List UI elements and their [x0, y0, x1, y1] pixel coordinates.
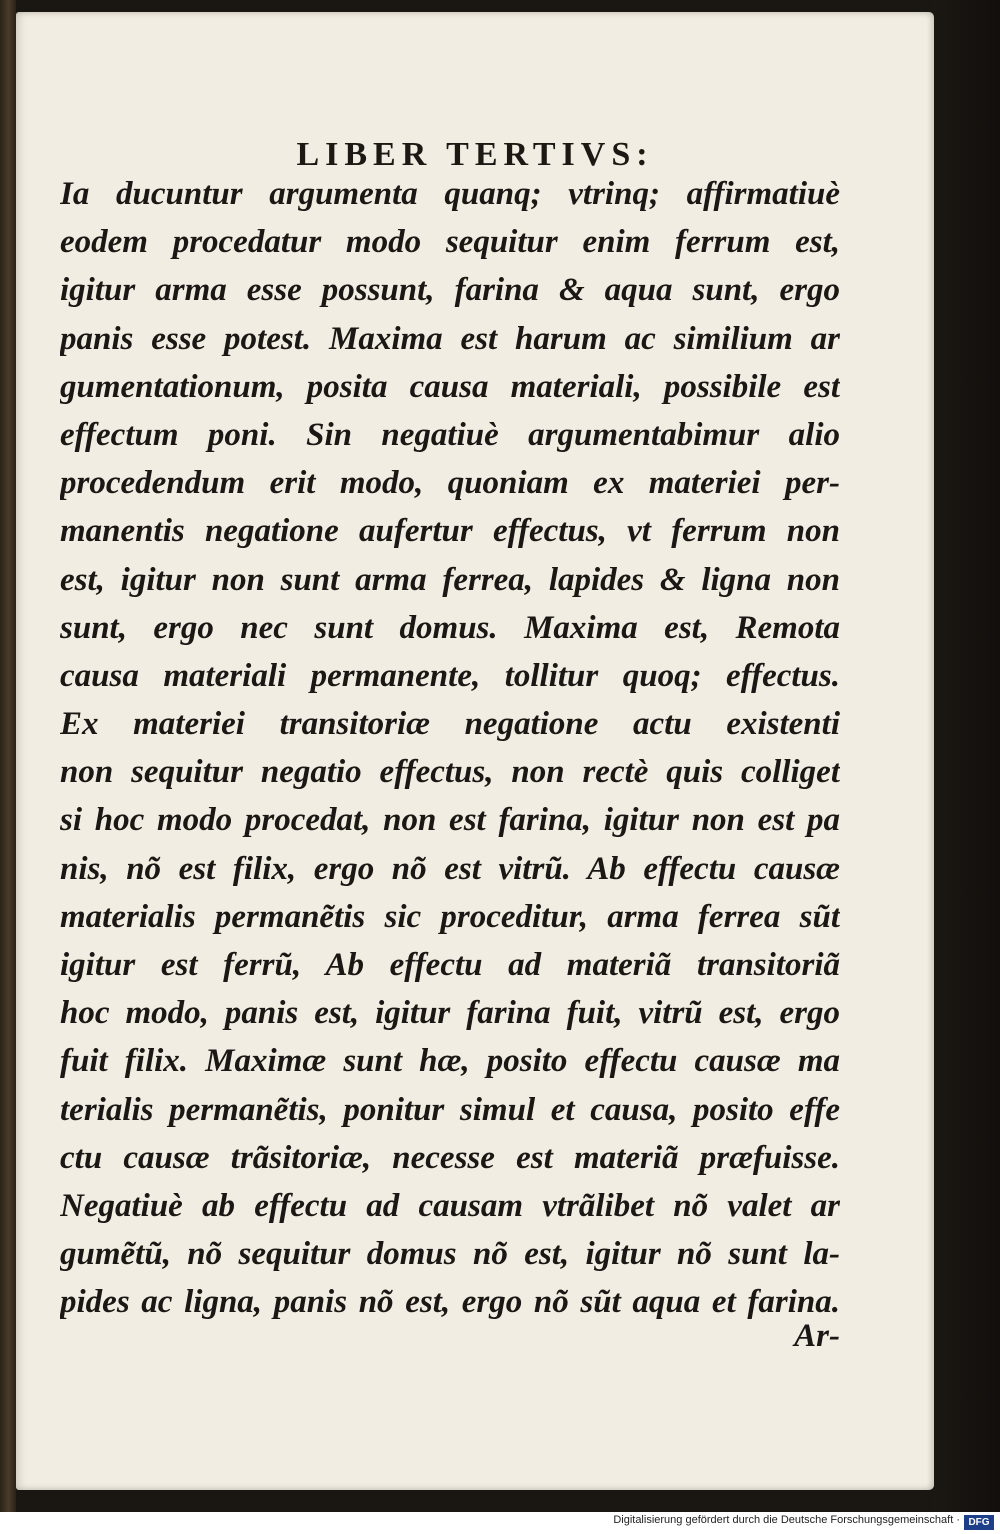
text-line: procedendum erit modo, quoniam ex materiei per- — [60, 465, 840, 502]
text-line: si hoc modo procedat, non est farina, igitur non est pa — [60, 802, 840, 839]
text-line: pides ac ligna, panis nõ est, ergo nõ sũt aqua et farina. — [60, 1284, 840, 1321]
dfg-logo-icon: DFG — [964, 1515, 994, 1530]
text-line: hoc modo, panis est, igitur farina fuit, vitrũ est, ergo — [60, 995, 840, 1032]
text-line: causa materiali permanente, tollitur quoq; effectus. — [60, 657, 840, 694]
text-line: gumentationum, posita causa materiali, possibile est — [60, 368, 840, 405]
text-line: igitur arma esse possunt, farina & aqua sunt, ergo — [60, 272, 840, 309]
book-binding-edge — [0, 0, 16, 1534]
text-line: panis esse potest. Maxima est harum ac similium ar — [60, 320, 840, 357]
digitization-footer — [0, 1512, 1000, 1534]
funding-credit: Digitalisierung gefördert durch die Deutsche Forschungsgemeinschaft · — [613, 1514, 960, 1526]
text-line: materialis permanẽtis sic proceditur, arma ferrea sũt — [60, 898, 840, 935]
text-line: igitur est ferrũ, Ab effectu ad materiã transitoriã — [60, 947, 840, 983]
text-line: fuit filix. Maximæ sunt hæ, posito effectu causæ ma — [60, 1043, 840, 1080]
text-line: effectum poni. Sin negatiuè argumentabimur alio — [60, 416, 840, 453]
text-line: eodem procedatur modo sequitur enim ferrum est, — [60, 224, 840, 261]
text-line: Ex materiei transitoriæ negatione actu existenti — [60, 706, 840, 743]
body-text — [60, 170, 840, 1327]
text-line: manentis negatione aufertur effectus, vt ferrum non — [60, 513, 840, 550]
text-line: non sequitur negatio effectus, non rectè quis colliget — [60, 754, 840, 791]
page-shadow — [934, 0, 1000, 1534]
text-line: ctu causæ trãsitoriæ, necesse est materiã præfuisse. — [60, 1139, 840, 1176]
text-line: gumẽtũ, nõ sequitur domus nõ est, igitur nõ sunt la- — [60, 1236, 840, 1273]
text-line: nis, nõ est filix, ergo nõ est vitrũ. Ab effectu causæ — [60, 850, 840, 887]
text-line: Ia ducuntur argumenta quanq; vtrinq; affirmatiuè — [60, 176, 840, 212]
book-page — [16, 12, 934, 1490]
text-line: est, igitur non sunt arma ferrea, lapides & ligna non — [60, 561, 840, 598]
running-head: LIBER TERTIVS: — [296, 136, 654, 173]
text-line: terialis permanẽtis, ponitur simul et causa, posito effe — [60, 1091, 840, 1128]
text-line: sunt, ergo nec sunt domus. Maxima est, Remota — [60, 609, 840, 646]
catchword: Ar- — [794, 1318, 840, 1354]
text-line: Negatiuè ab effectu ad causam vtrãlibet nõ valet ar — [60, 1187, 840, 1224]
